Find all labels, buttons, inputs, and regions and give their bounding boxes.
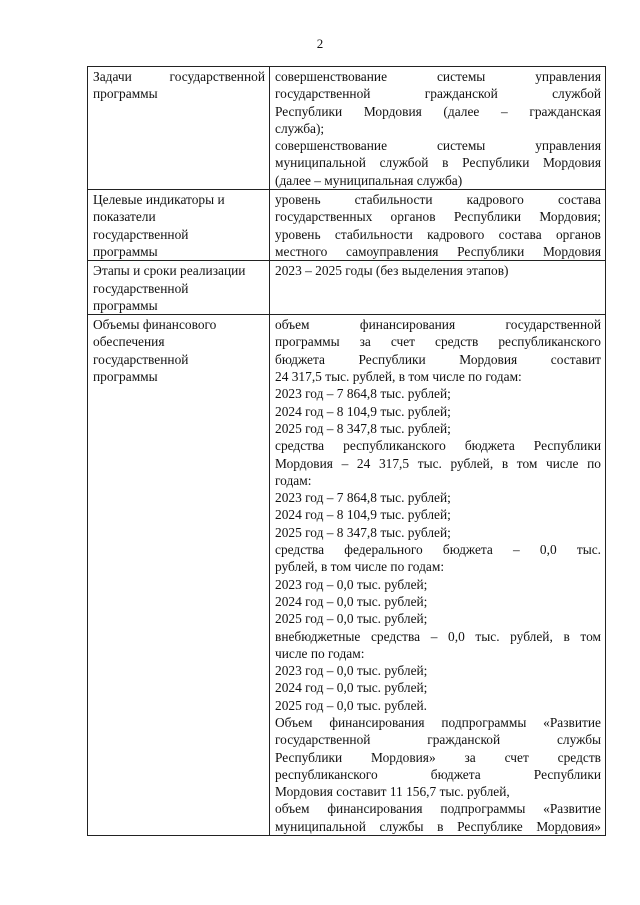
row-label-line: Объемы финансового — [93, 317, 217, 333]
row-value-line: 2023 год – 7 864,8 тыс. рублей; — [275, 386, 451, 402]
row-value-cell — [270, 190, 606, 261]
row-value-line: 2023 год – 0,0 тыс. рублей; — [275, 663, 428, 679]
row-value-line: муниципальной службой в Республики Мордовия — [275, 155, 601, 171]
row-label-cell — [88, 261, 270, 315]
row-label-line: программы — [93, 243, 158, 259]
row-value-line: 2024 год – 8 104,9 тыс. рублей; — [275, 507, 451, 523]
row-value-line: 2023 – 2025 годы (без выделения этапов) — [275, 263, 509, 279]
row-label-line: Целевые индикаторы и — [93, 192, 225, 208]
row-value-line: муниципальной службы в Республике Мордовия» — [275, 818, 601, 834]
row-value-line: 2025 год – 8 347,8 тыс. рублей; — [275, 420, 451, 436]
row-value-line: республиканского бюджета Республики — [275, 766, 601, 782]
row-value-line: государственных органов Республики Мордовия; — [275, 209, 601, 225]
row-value-line: уровень стабильности кадрового состава органов — [275, 226, 601, 242]
row-value-line: Объем финансирования подпрограммы «Развитие — [275, 714, 601, 730]
row-label-line: государственной — [93, 351, 189, 367]
row-label-line: программы — [93, 369, 158, 385]
row-value-line: средства республиканского бюджета Республики — [275, 438, 601, 454]
passport-row — [88, 190, 606, 261]
row-label-line: Задачи государственной — [93, 69, 265, 84]
row-value-line: 2025 год – 0,0 тыс. рублей; — [275, 611, 428, 627]
row-label-line: программы — [93, 297, 158, 313]
row-value-line: внебюджетные средства – 0,0 тыс. рублей, в том — [275, 628, 601, 644]
row-value-line: Мордовия – 24 317,5 тыс. рублей, в том числе по — [275, 455, 601, 471]
passport-row — [88, 67, 606, 190]
row-value-line: 2024 год – 8 104,9 тыс. рублей; — [275, 403, 451, 419]
row-label-cell — [88, 190, 270, 261]
row-value-line: средства федерального бюджета – 0,0 тыс. — [275, 542, 601, 558]
row-value-line: числе по годам: — [275, 645, 365, 661]
row-label-line: обеспечения — [93, 334, 165, 350]
row-value-line: Мордовия составит 11 156,7 тыс. рублей, — [275, 784, 510, 800]
row-value-line: бюджета Республики Мордовия составит — [275, 351, 601, 367]
row-label-cell — [88, 67, 270, 190]
row-value-line: 2023 год – 0,0 тыс. рублей; — [275, 576, 428, 592]
row-label-line: программы — [93, 86, 158, 102]
row-value-cell — [270, 261, 606, 315]
row-value-line: 2024 год – 0,0 тыс. рублей; — [275, 593, 428, 609]
row-value-line: государственной гражданской службой — [275, 86, 601, 102]
program-passport-table — [87, 66, 606, 836]
row-value-line: совершенствование системы управления — [275, 138, 601, 154]
row-label-line: Этапы и сроки реализации — [93, 263, 246, 279]
row-value-cell — [270, 67, 606, 190]
page-number: 2 — [316, 36, 324, 51]
row-label-line: государственной — [93, 280, 189, 296]
row-value-line: 2023 год – 7 864,8 тыс. рублей; — [275, 490, 451, 506]
row-label-line: государственной — [93, 226, 189, 242]
row-value-line: 2025 год – 0,0 тыс. рублей. — [275, 697, 428, 713]
row-value-line: рублей, в том числе по годам: — [275, 559, 445, 575]
row-value-line: совершенствование системы управления — [275, 69, 601, 84]
row-value-line: объем финансирования государственной — [275, 317, 601, 333]
row-value-line: объем финансирования подпрограммы «Развитие — [275, 801, 601, 817]
row-label-cell — [88, 315, 270, 836]
row-value-line: Республики Мордовия» за счет средств — [275, 749, 601, 765]
row-value-line: Республики Мордовия (далее – гражданская — [275, 103, 601, 119]
row-value-line: программы за счет средств республиканского — [275, 334, 601, 350]
row-value-cell — [270, 315, 606, 836]
passport-row — [88, 315, 606, 836]
row-value-line: годам: — [275, 472, 312, 488]
row-value-line: 24 317,5 тыс. рублей, в том числе по годам: — [275, 369, 522, 385]
row-label-line: показатели — [93, 209, 156, 225]
row-value-line: 2024 год – 0,0 тыс. рублей; — [275, 680, 428, 696]
row-value-line: (далее – муниципальная служба) — [275, 172, 463, 188]
passport-row — [88, 261, 606, 315]
passport-table-body — [88, 67, 606, 836]
row-value-line: местного самоуправления Республики Мордовия — [275, 243, 601, 259]
row-value-line: 2025 год – 8 347,8 тыс. рублей; — [275, 524, 451, 540]
row-value-line: государственной гражданской службы — [275, 732, 601, 748]
row-value-line: служба); — [275, 120, 325, 136]
row-value-line: уровень стабильности кадрового состава — [275, 192, 601, 208]
